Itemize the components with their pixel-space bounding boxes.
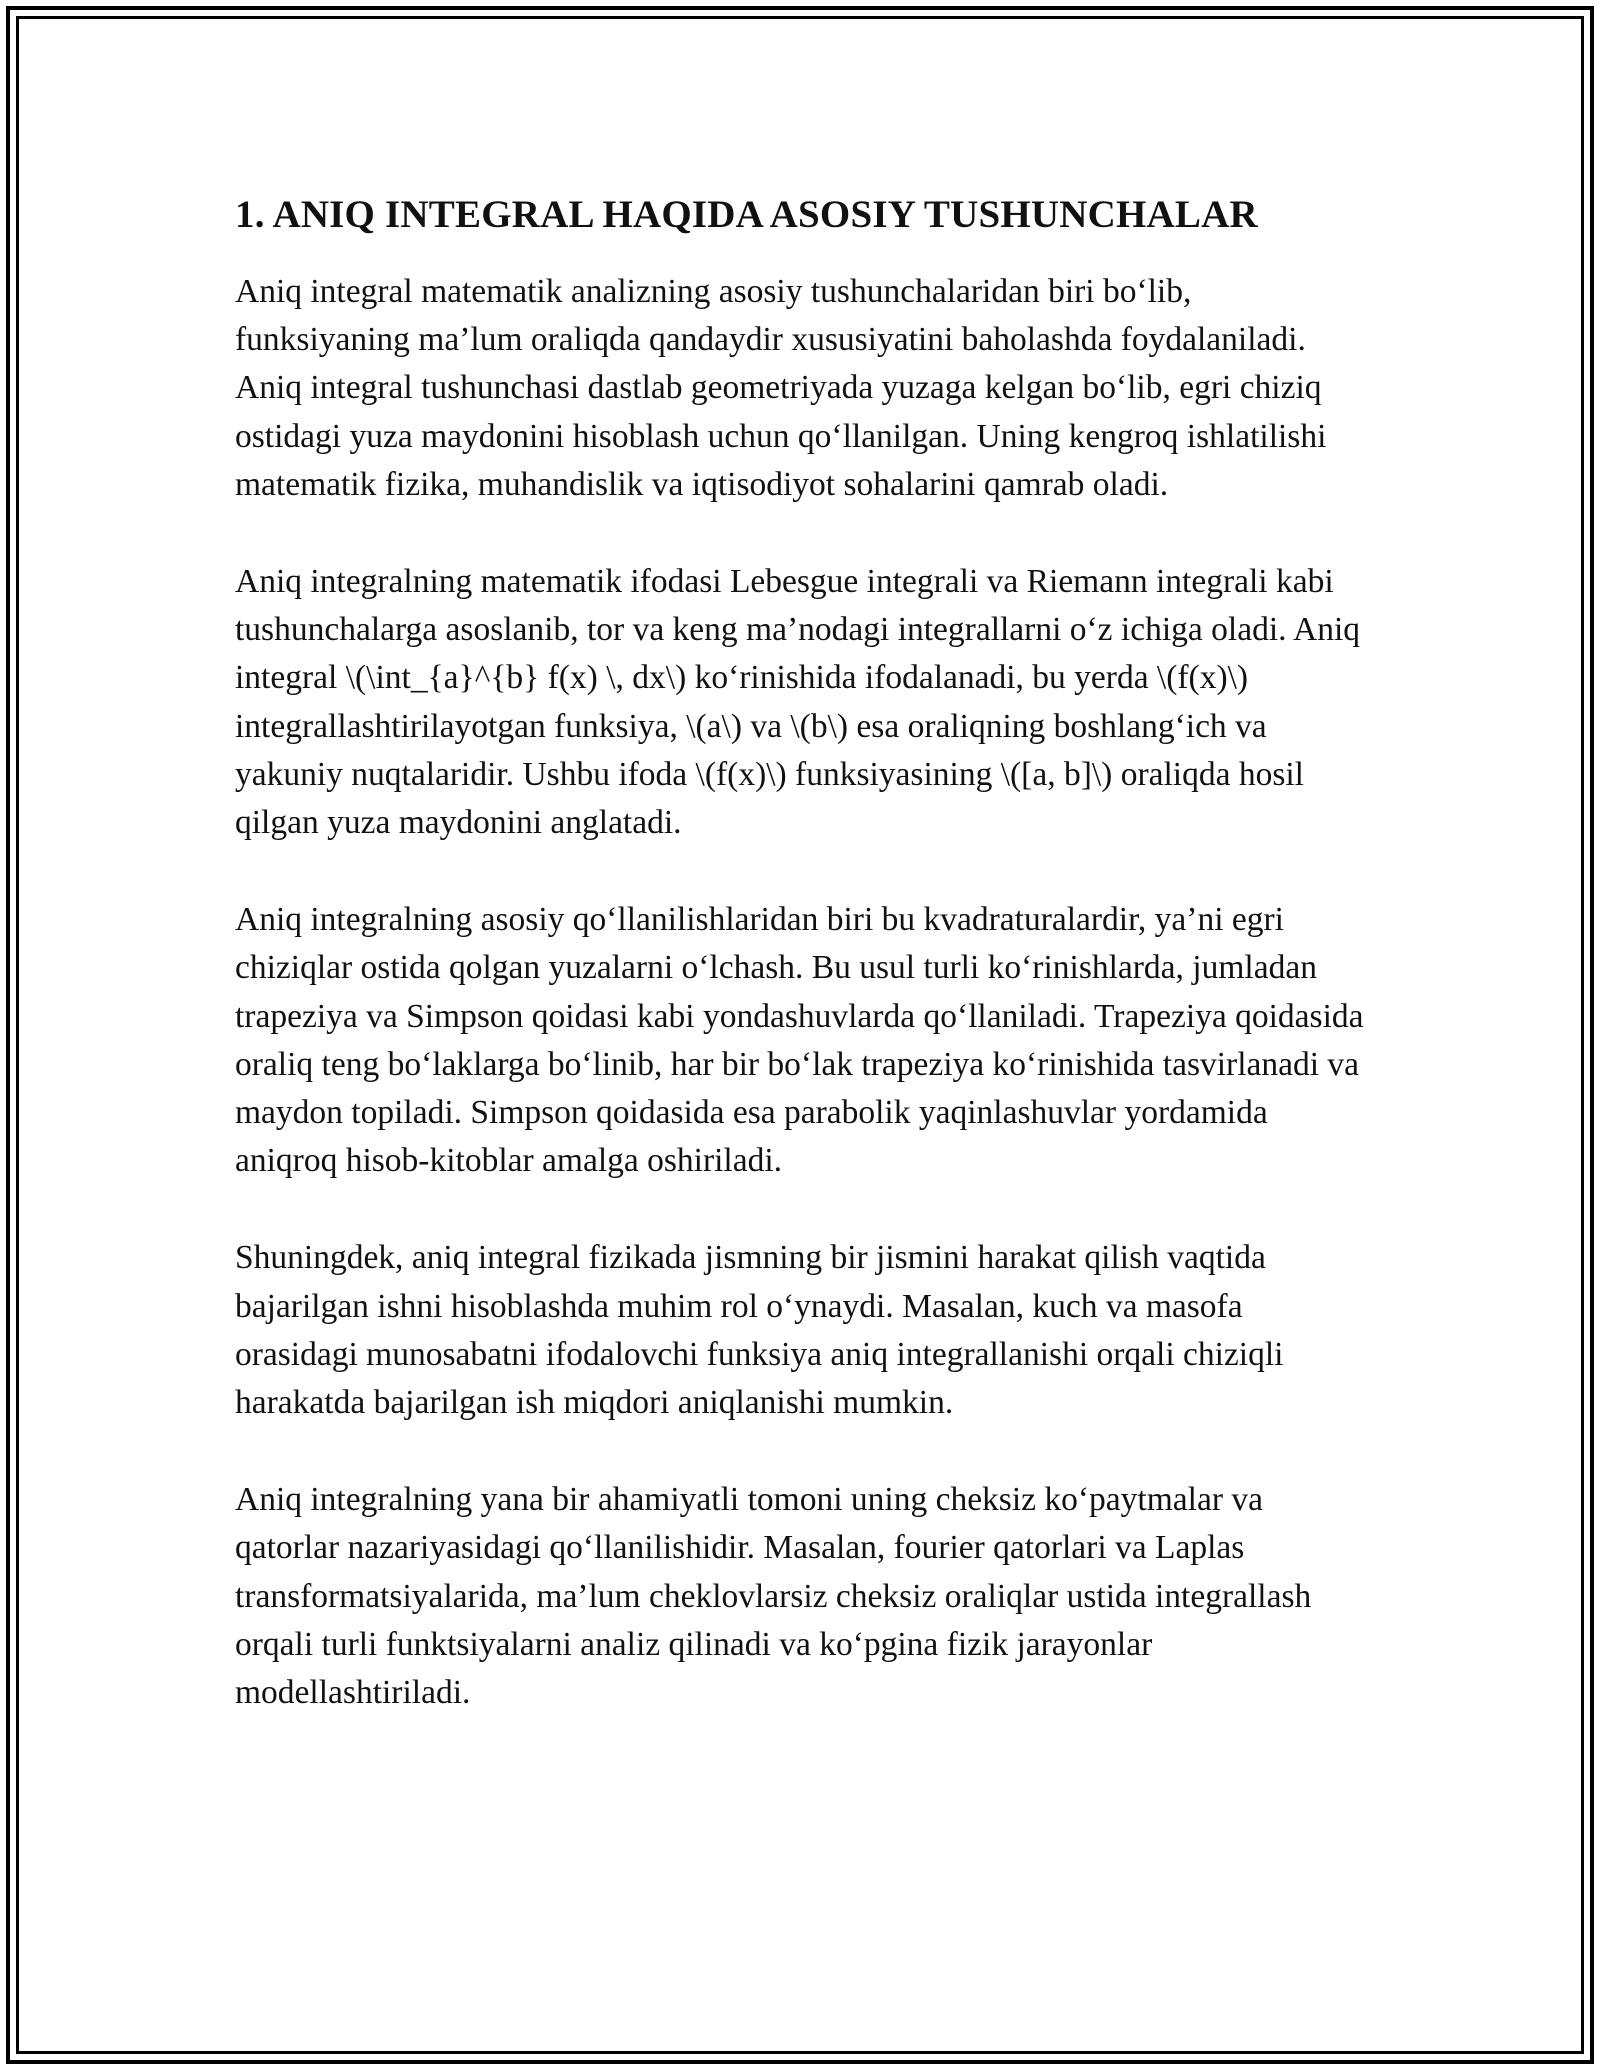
section-title: 1. ANIQ INTEGRAL HAQIDA ASOSIY TUSHUNCHALAR: [235, 193, 1258, 236]
paragraph-series-application: Aniq integralning yana bir ahamiyatli tomoni uning cheksiz ko‘paytmalar va qatorlar nazariyasidagi qo‘llanilishidir. Masalan, fourier qatorlari va Laplas transformatsiyalarida, ma’lum cheklovlarsiz cheksiz oraliqlar ustida integrallash orqali turli funktsiyalarni analiz qilinadi va ko‘pgina fizik jarayonlar modellashtiriladi.: [235, 1481, 1312, 1712]
paragraph-quadrature-methods: Aniq integralning asosiy qo‘llanilishlaridan biri bu kvadraturalardir, ya’ni egri chiziqlar ostida qolgan yuzalarni o‘lchash. Bu usul turli ko‘rinishlarda, jumladan trapeziya va Simpson qoidasi kabi yondashuvlarda qo‘llaniladi. Trapeziya qoidasida oraliq teng bo‘laklarga bo‘linib, har bir bo‘lak trapeziya ko‘rinishida tasvirlanadi va maydon topiladi. Simpson qoidasida esa parabolik yaqinlashuvlar yordamida aniqroq hisob-kitoblar amalga oshiriladi.: [235, 901, 1364, 1180]
document-content: [235, 188, 1370, 1766]
paragraph-definition: Aniq integral matematik analizning asosiy tushunchalaridan biri bo‘lib, funksiyaning ma’lum oraliqda qandaydir xususiyatini baholashda foydalaniladi. Aniq integral tushunchasi dastlab geometriyada yuzaga kelgan bo‘lib, egri chiziq ostidagi yuza maydonini hisoblash uchun qo‘llanilgan. Uning kengroq ishlatilishi matematik fizika, muhandislik va iqtisodiyot sohalarini qamrab oladi.: [235, 273, 1327, 503]
paragraph-physics-application: Shuningdek, aniq integral fizikada jismning bir jismini harakat qilish vaqtida bajarilgan ishni hisoblashda muhim rol o‘ynaydi. Masalan, kuch va masofa orasidagi munosabatni ifodalovchi funksiya aniq integrallanishi orqali chiziqli harakatda bajarilgan ish miqdori aniqlanishi mumkin.: [235, 1239, 1284, 1422]
paragraph-mathematical-expression: Aniq integralning matematik ifodasi Lebesgue integrali va Riemann integrali kabi tushunchalarga asoslanib, tor va keng ma’nodagi integrallarni o‘z ichiga oladi. Aniq integral \(\int_{a}^{b} f(x) \, dx\) ko‘rinishida ifodalanadi, bu yerda \(f(x)\) integrallashtirilayotgan funksiya, \(a\) va \(b\) esa oraliqning boshlang‘ich va yakuniy nuqtalaridir. Ushbu ifoda \(f(x)\) funksiyasining \([a, b]\) oraliqda hosil qilgan yuza maydonini anglatadi.: [235, 563, 1361, 842]
